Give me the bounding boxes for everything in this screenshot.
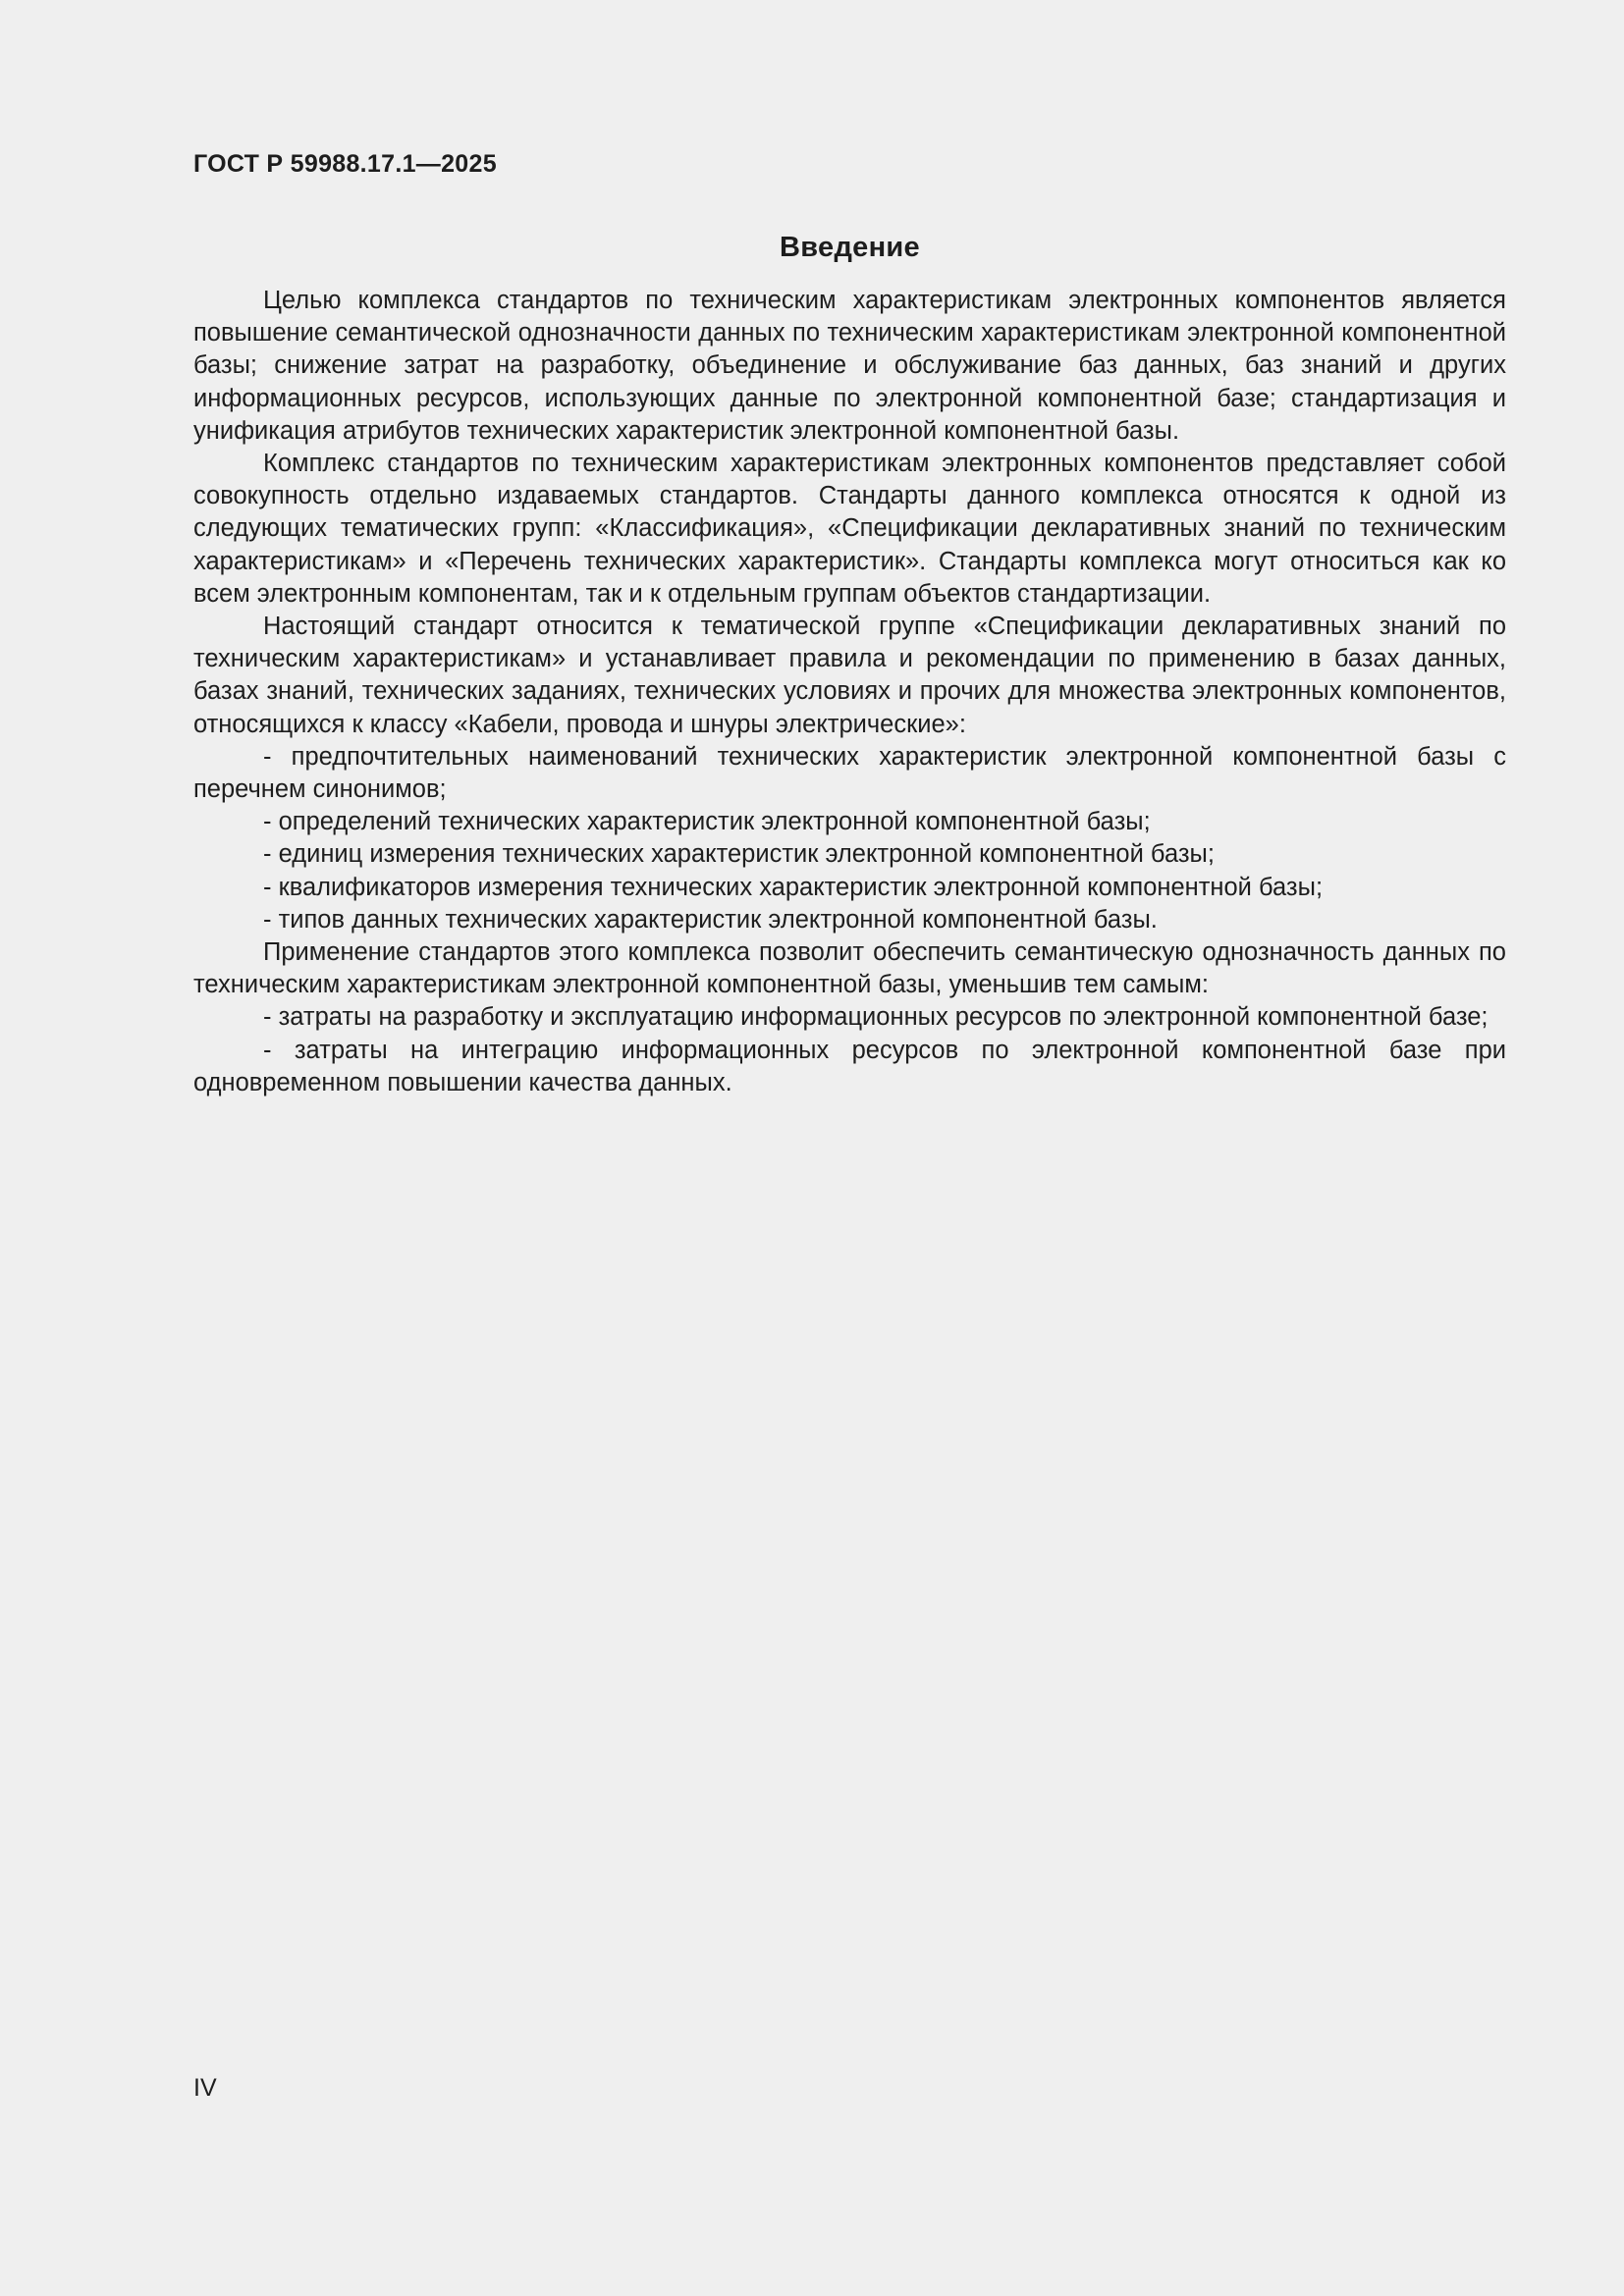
document-number-header: ГОСТ Р 59988.17.1—2025 (193, 150, 497, 178)
section-title: Введение (780, 232, 920, 263)
paragraph-application: Применение стандартов этого комплекса позволит обеспечить семантическую однозначность данных по техническим характеристикам электронной компонентной базы, уменьшив тем самым: (193, 938, 1506, 999)
list-item-definitions: - определений технических характеристик электронной компонентной базы; (263, 808, 1151, 836)
list-item-integration-costs: - затраты на интеграцию информационных ресурсов по электронной компонентной базе при одновременном повышении качества данных. (193, 1036, 1506, 1096)
list-item-qualifiers: - квалификаторов измерения технических характеристик электронной компонентной базы; (263, 873, 1324, 901)
list-item-preferred-names: - предпочтительных наименований технических характеристик электронной компонентной базы с перечнем синонимов; (193, 742, 1506, 804)
list-item-development-costs: - затраты на разработку и эксплуатацию информационных ресурсов по электронной компонентной базе; (263, 1003, 1489, 1032)
paragraph-purpose: Целью комплекса стандартов по техническим характеристикам электронных компонентов является повышение семантической однозначности данных по техническим характеристикам электронной компонентной базы; снижение затрат на разработку, объединение и обслуживание баз данных, баз знаний и других информационных ресурсов, использующих данные по электронной компонентной базе; стандартизация и унификация атрибутов технических характеристик электронной компонентной базы. (193, 287, 1506, 445)
list-item-units: - единиц измерения технических характеристик электронной компонентной базы; (263, 840, 1215, 869)
paragraph-complex-description: Комплекс стандартов по техническим характеристикам электронных компонентов представляет собой совокупность отдельно издаваемых стандартов. Стандарты данного комплекса относятся к одной из следующих тематических групп: «Классификация», «Спецификации декларативных знаний по техническим характеристикам» и «Перечень технических характеристик». Стандарты комплекса могут относиться как ко всем электронным компонентам, так и к отдельным группам объектов стандартизации. (193, 450, 1506, 608)
page-content (193, 147, 1506, 1099)
page-number: IV (193, 2074, 217, 2102)
paragraph-scope: Настоящий стандарт относится к тематической группе «Спецификации декларативных знаний по техническим характеристикам» и устанавливает правила и рекомендации по применению в базах данных, базах знаний, технических заданиях, технических условиях и прочих для множества электронных компонентов, относящихся к классу «Кабели, провода и шнуры электрические»: (193, 613, 1506, 738)
list-item-data-types: - типов данных технических характеристик электронной компонентной базы. (263, 905, 1158, 934)
introduction-body (193, 285, 1506, 1099)
